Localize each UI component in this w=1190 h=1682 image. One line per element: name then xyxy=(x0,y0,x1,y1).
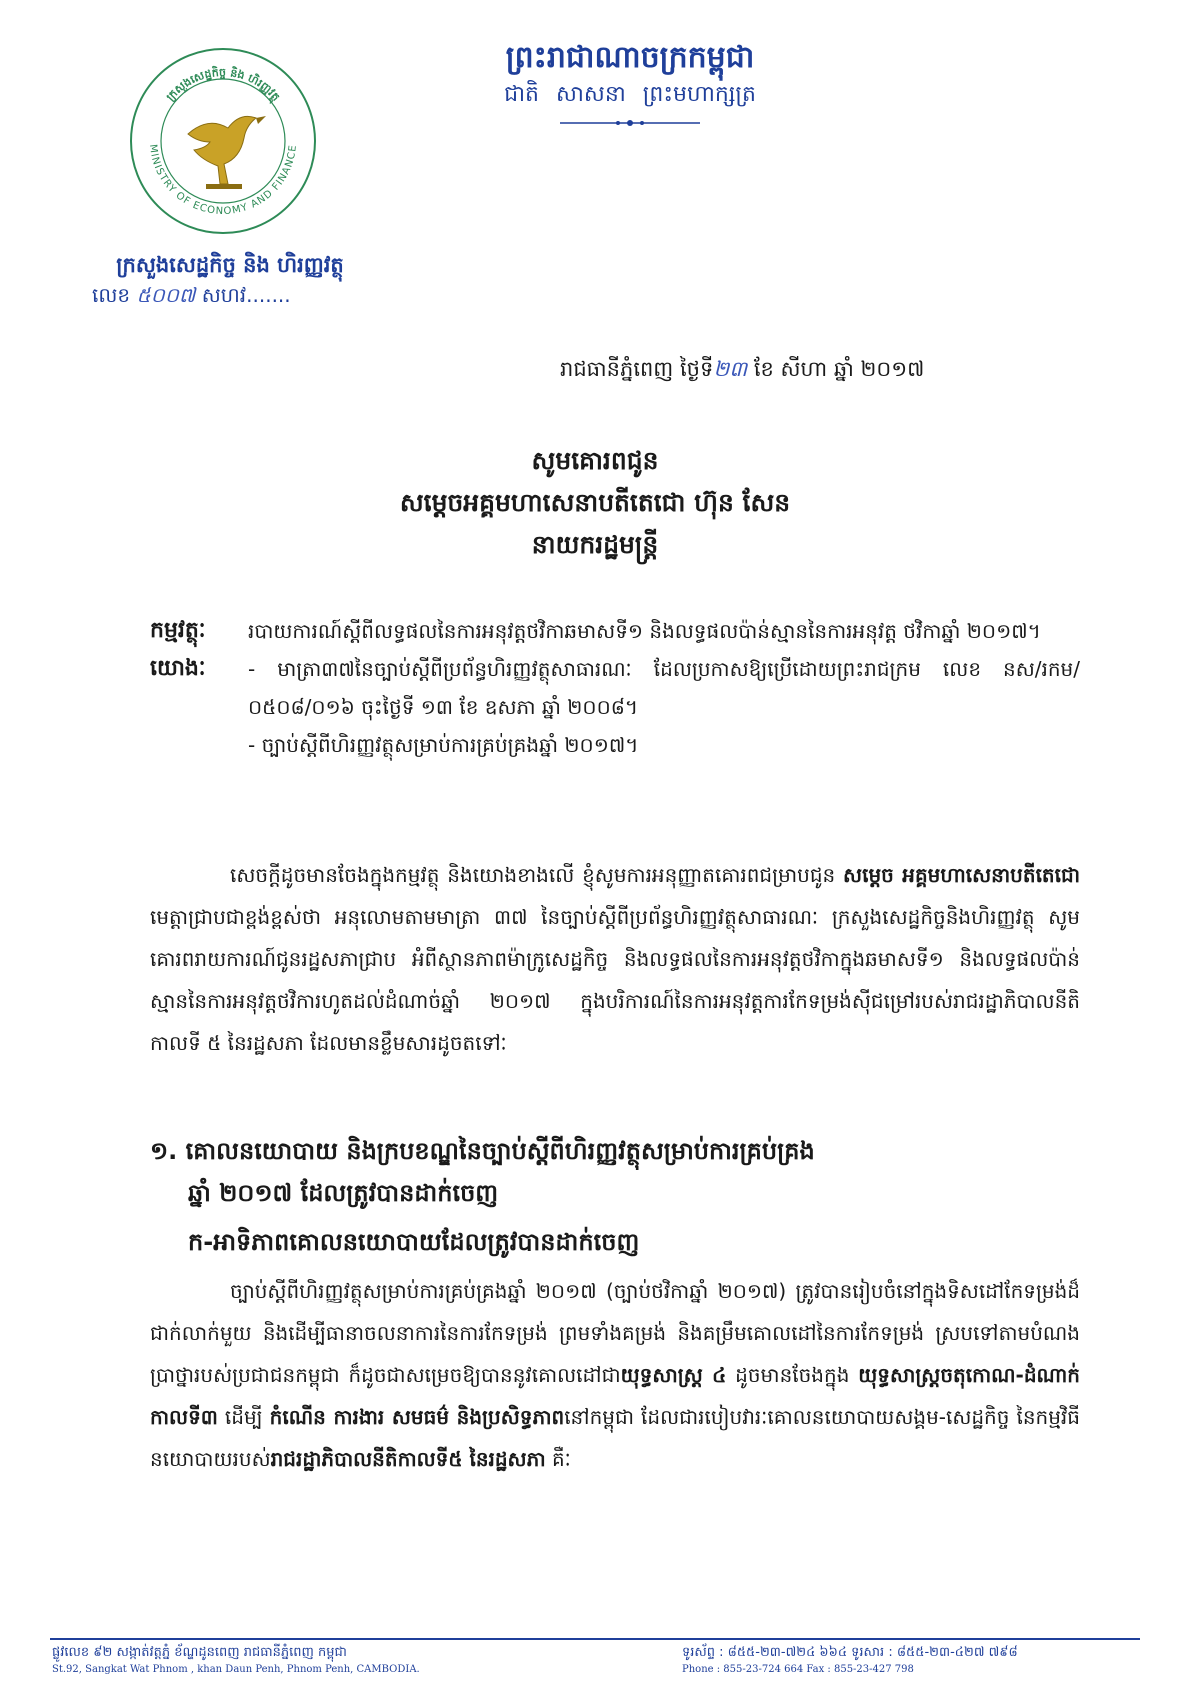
ref-prefix: លេខ xyxy=(92,283,131,307)
ornament-divider-icon xyxy=(560,118,700,128)
contact-kh: ទូរស័ព្ទ : ៨៥៥-២៣-៧២៤ ៦៦៤ ទូរសារ : ៨៥៥-២៣-៤២៧ ៧៩៨ xyxy=(682,1645,1018,1660)
ref-number-handwritten: ៥០០៧ xyxy=(136,283,196,307)
svg-text:ក្រសួងសេដ្ឋកិច្ច និង ហិរញ្ញវត្: ក្រសួងសេដ្ឋកិច្ច និង ហិរញ្ញវត្ថុ xyxy=(163,65,283,104)
intro-text-cont: មេត្តាជ្រាបជាខ្ពង់ខ្ពស់ថា អនុលោមតាមមាត្រា ៣៧ នៃច្បាប់ស្តីពីប្រព័ន្ធហិរញ្ញវត្ថុសាធារណៈ ក្រសួងសេដ្ឋកិច្ចនិងហិរញ្ញវត្ថុ សូមគោរពរាយការណ៍ជូនរដ្ឋសភាជ្រាប អំពីស្ថានភាពម៉ាក្រូសេដ្ឋកិច្ច និងលទ្ធផលនៃការអនុវត្តថវិកាក្នុងឆមាសទី១ និងលទ្ធផលប៉ាន់ស្មាននៃការអនុវត្តថវិការហូតដល់ដំណាច់ឆ្នាំ ២០១៧ ក្នុងបរិការណ៍នៃការអនុវត្តការកែទម្រង់ស៊ីជម្រៅរបស់រាជរដ្ឋាភិបាលនីតិកាលទី ៥ នៃរដ្ឋសភា ដែលមានខ្លឹមសារដូចតទៅៈ xyxy=(150,905,1080,1055)
reference-row xyxy=(150,650,1080,764)
intro-bold-title: សម្តេច អគ្គមហាសេនាបតីតេជោ xyxy=(843,863,1080,887)
para-bold: រាជរដ្ឋាភិបាលនីតិកាលទី៥ នៃរដ្ឋសភា xyxy=(270,1447,546,1471)
addressee-salutation: សូមគោរពជូន xyxy=(531,446,659,475)
para-text: ដើម្បី xyxy=(217,1405,270,1429)
kingdom-title: ព្រះរាជាណាចក្រកម្ពុជា xyxy=(505,40,755,75)
footer-contact xyxy=(682,1644,1122,1678)
section-1a-title: ក-អាទិភាពគោលនយោបាយដែលត្រូវបានដាក់ចេញ xyxy=(188,1228,640,1256)
ministry-logo-icon xyxy=(128,46,318,236)
addressee-name: សម្តេចអគ្គមហាសេនាបតីតេជោ ហ៊ុន សែន xyxy=(399,488,791,517)
ref-suffix: សហវ....... xyxy=(201,283,291,307)
para-bold: យុទ្ធសាស្ត្រចតុកោណ-ដំណាក់កាលទី៣ xyxy=(150,1363,1080,1429)
para-text: នៅកម្ពុជា ដែលជារបៀបវារៈគោលនយោបាយសង្គម-សេដ្ឋកិច្ច នៃកម្មវិធីនយោបាយរបស់ xyxy=(150,1405,1080,1471)
section-1-title: ១. គោលនយោបាយ និងក្របខណ្ឌនៃច្បាប់ស្តីពីហិរញ្ញវត្ថុសម្រាប់ការគ្រប់គ្រង xyxy=(150,1137,815,1165)
reference-item: - មាត្រា៣៧នៃច្បាប់ស្តីពីប្រព័ន្ធហិរញ្ញវត្ថុសាធារណៈ ដែលប្រកាសឱ្យប្រើដោយព្រះរាជក្រម លេខ នស/រកម/០៥០៨/០១៦ ចុះថ្ងៃទី ១៣ ខែ ឧសភា ឆ្នាំ ២០០៨។ xyxy=(248,657,1080,719)
ministry-block xyxy=(80,250,380,310)
intro-paragraph xyxy=(150,854,1080,1064)
section-1 xyxy=(150,1130,1080,1264)
para-bold: កំណើន ការងារ សមធម៌ និងប្រសិទ្ធភាព xyxy=(269,1405,565,1429)
national-motto: ជាតិ សាសនា ព្រះមហាក្សត្រ xyxy=(504,82,756,107)
date-line xyxy=(560,354,1120,384)
svg-text:MINISTRY OF ECONOMY AND FINANC: MINISTRY OF ECONOMY AND FINANCE xyxy=(146,143,299,218)
subject-text: របាយការណ៍ស្តីពីលទ្ធផលនៃការអនុវត្តថវិកាឆមាសទី១ និងលទ្ធផលប៉ាន់ស្មាននៃការអនុវត្ត ថវិកាឆ្នាំ ២០១៧។ xyxy=(248,619,1041,643)
ministry-name: ក្រសួងសេដ្ឋកិច្ច និង ហិរញ្ញវត្ថុ xyxy=(116,253,344,277)
date-place: រាជធានីភ្នំពេញ ថ្ងៃទី xyxy=(560,357,714,381)
subject-label: កម្មវត្ថុៈ xyxy=(150,618,206,643)
addressee-title: នាយករដ្ឋមន្ត្រី xyxy=(531,530,659,559)
footer-address xyxy=(52,1644,572,1678)
date-rest: ខែ សីហា ឆ្នាំ ២០១៧ xyxy=(747,357,925,381)
section-1a-paragraph xyxy=(150,1270,1080,1480)
address-en: St.92, Sangkat Wat Phnom , khan Daun Penh, Phnom Penh, CAMBODIA. xyxy=(52,1664,420,1675)
footer-divider xyxy=(50,1638,1140,1640)
para-text: គឺៈ xyxy=(545,1447,571,1471)
intro-text: សេចក្តីដូចមានចែងក្នុងកម្មវត្ថុ និងយោងខាងលើ ខ្ញុំសូមការអនុញ្ញាតគោរពជម្រាបជូន xyxy=(230,863,844,887)
reference-number xyxy=(80,280,380,310)
subject-row xyxy=(150,612,1080,650)
reference-item: - ច្បាប់ស្តីពីហិរញ្ញវត្ថុសម្រាប់ការគ្រប់គ្រងឆ្នាំ ២០១៧។ xyxy=(248,733,639,757)
para-text: ដូចមានចែងក្នុង xyxy=(726,1363,859,1387)
para-bold: យុទ្ធសាស្ត្រ ៤ xyxy=(620,1363,727,1387)
contact-en: Phone : 855-23-724 664 Fax : 855-23-427 798 xyxy=(682,1664,914,1675)
address-kh: ផ្លូវលេខ ៩២ សង្កាត់វត្តភ្នំ ខ័ណ្ឌដូនពេញ រាជធានីភ្នំពេញ កម្ពុជា xyxy=(52,1645,347,1660)
subject-block xyxy=(150,612,1080,764)
addressee-block xyxy=(250,440,940,566)
para-text: ច្បាប់ស្តីពីហិរញ្ញវត្ថុសម្រាប់ការគ្រប់គ្រងឆ្នាំ ២០១៧ (ច្បាប់ថវិកាឆ្នាំ ២០១៧) ត្រូវបានរៀបចំនៅក្នុងទិសដៅកែទម្រង់ដ៏ជាក់លាក់មួយ និងដើម្បីធានាចលនាការនៃការកែទម្រង់ ព្រមទាំងគម្រង់ និងគម្រឹមគោលដៅនៃការកែទម្រង់ ស្របទៅតាមបំណងប្រាថ្នារបស់ប្រជាជនកម្ពុជា ក៏ដូចជាសម្រេចឱ្យបាននូវគោលដៅជា xyxy=(150,1279,1080,1387)
kingdom-header xyxy=(420,38,840,132)
reference-list xyxy=(248,650,1080,764)
date-day-handwritten: ២៣ xyxy=(713,357,748,381)
section-1-title-cont: ឆ្នាំ ២០១៧ ដែលត្រូវបានដាក់ចេញ xyxy=(188,1179,499,1207)
reference-label: យោងៈ xyxy=(150,656,206,681)
